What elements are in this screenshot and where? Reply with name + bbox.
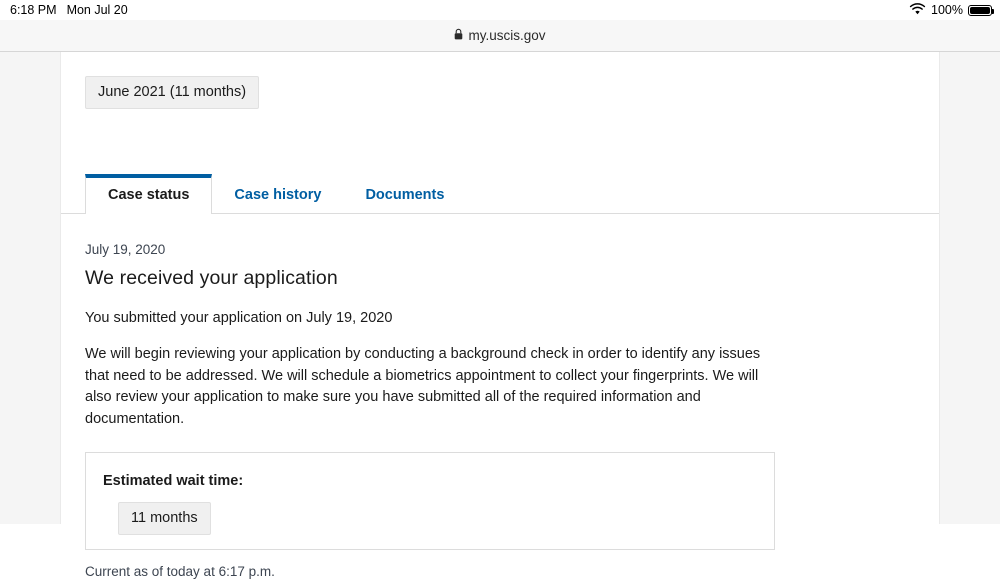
browser-url-bar[interactable] xyxy=(0,20,1000,52)
battery-percent-label: 100% xyxy=(931,3,963,17)
status-bar-clock: 6:18 PM xyxy=(10,3,57,17)
lock-icon xyxy=(454,28,463,43)
status-headline: We received your application xyxy=(85,267,338,289)
tab-documents-label: Documents xyxy=(365,186,445,203)
case-status-body xyxy=(60,214,940,550)
processing-time-row xyxy=(60,52,940,108)
submitted-line: You submitted your application on July 19, 2020 xyxy=(85,310,393,326)
current-as-of-text: Current as of today at 6:17 p.m. xyxy=(85,564,275,579)
wifi-icon xyxy=(909,3,926,18)
estimated-wait-time-value: 11 months xyxy=(118,502,211,535)
page-gutter-left xyxy=(0,52,60,524)
tab-case-status[interactable] xyxy=(85,174,212,215)
estimated-wait-time-value-row xyxy=(103,502,757,535)
case-tabs xyxy=(60,174,940,214)
tab-documents[interactable] xyxy=(343,179,466,214)
battery-icon xyxy=(968,5,992,16)
ios-status-bar xyxy=(0,0,1000,20)
page-gutter-right xyxy=(940,52,1000,524)
estimated-wait-time-label: Estimated wait time: xyxy=(103,473,244,490)
tab-case-history-label: Case history xyxy=(234,186,322,203)
card-edge-left xyxy=(60,52,61,524)
tab-case-status-label: Case status xyxy=(108,186,190,203)
status-bar-left xyxy=(10,3,128,17)
tab-case-history[interactable] xyxy=(212,179,343,214)
status-bar-right xyxy=(909,0,992,20)
card-edge-right xyxy=(939,52,940,524)
estimated-wait-time-box xyxy=(85,452,775,550)
status-detail-text: We will begin reviewing your application by conducting a background check in order to identify any issues that need to be addressed. We will schedule a biometrics appointment to collect your fingerprints. We will also review your application to make sure you have submitted all of the required information and documentation. xyxy=(85,346,761,427)
url-display[interactable] xyxy=(454,28,545,43)
status-date: July 19, 2020 xyxy=(85,242,166,257)
case-status-panel xyxy=(60,52,940,579)
webpage-viewport xyxy=(0,52,1000,579)
status-bar-date: Mon Jul 20 xyxy=(66,3,128,17)
estimated-completion-pill: June 2021 (11 months) xyxy=(85,76,259,109)
url-text: my.uscis.gov xyxy=(468,28,546,43)
